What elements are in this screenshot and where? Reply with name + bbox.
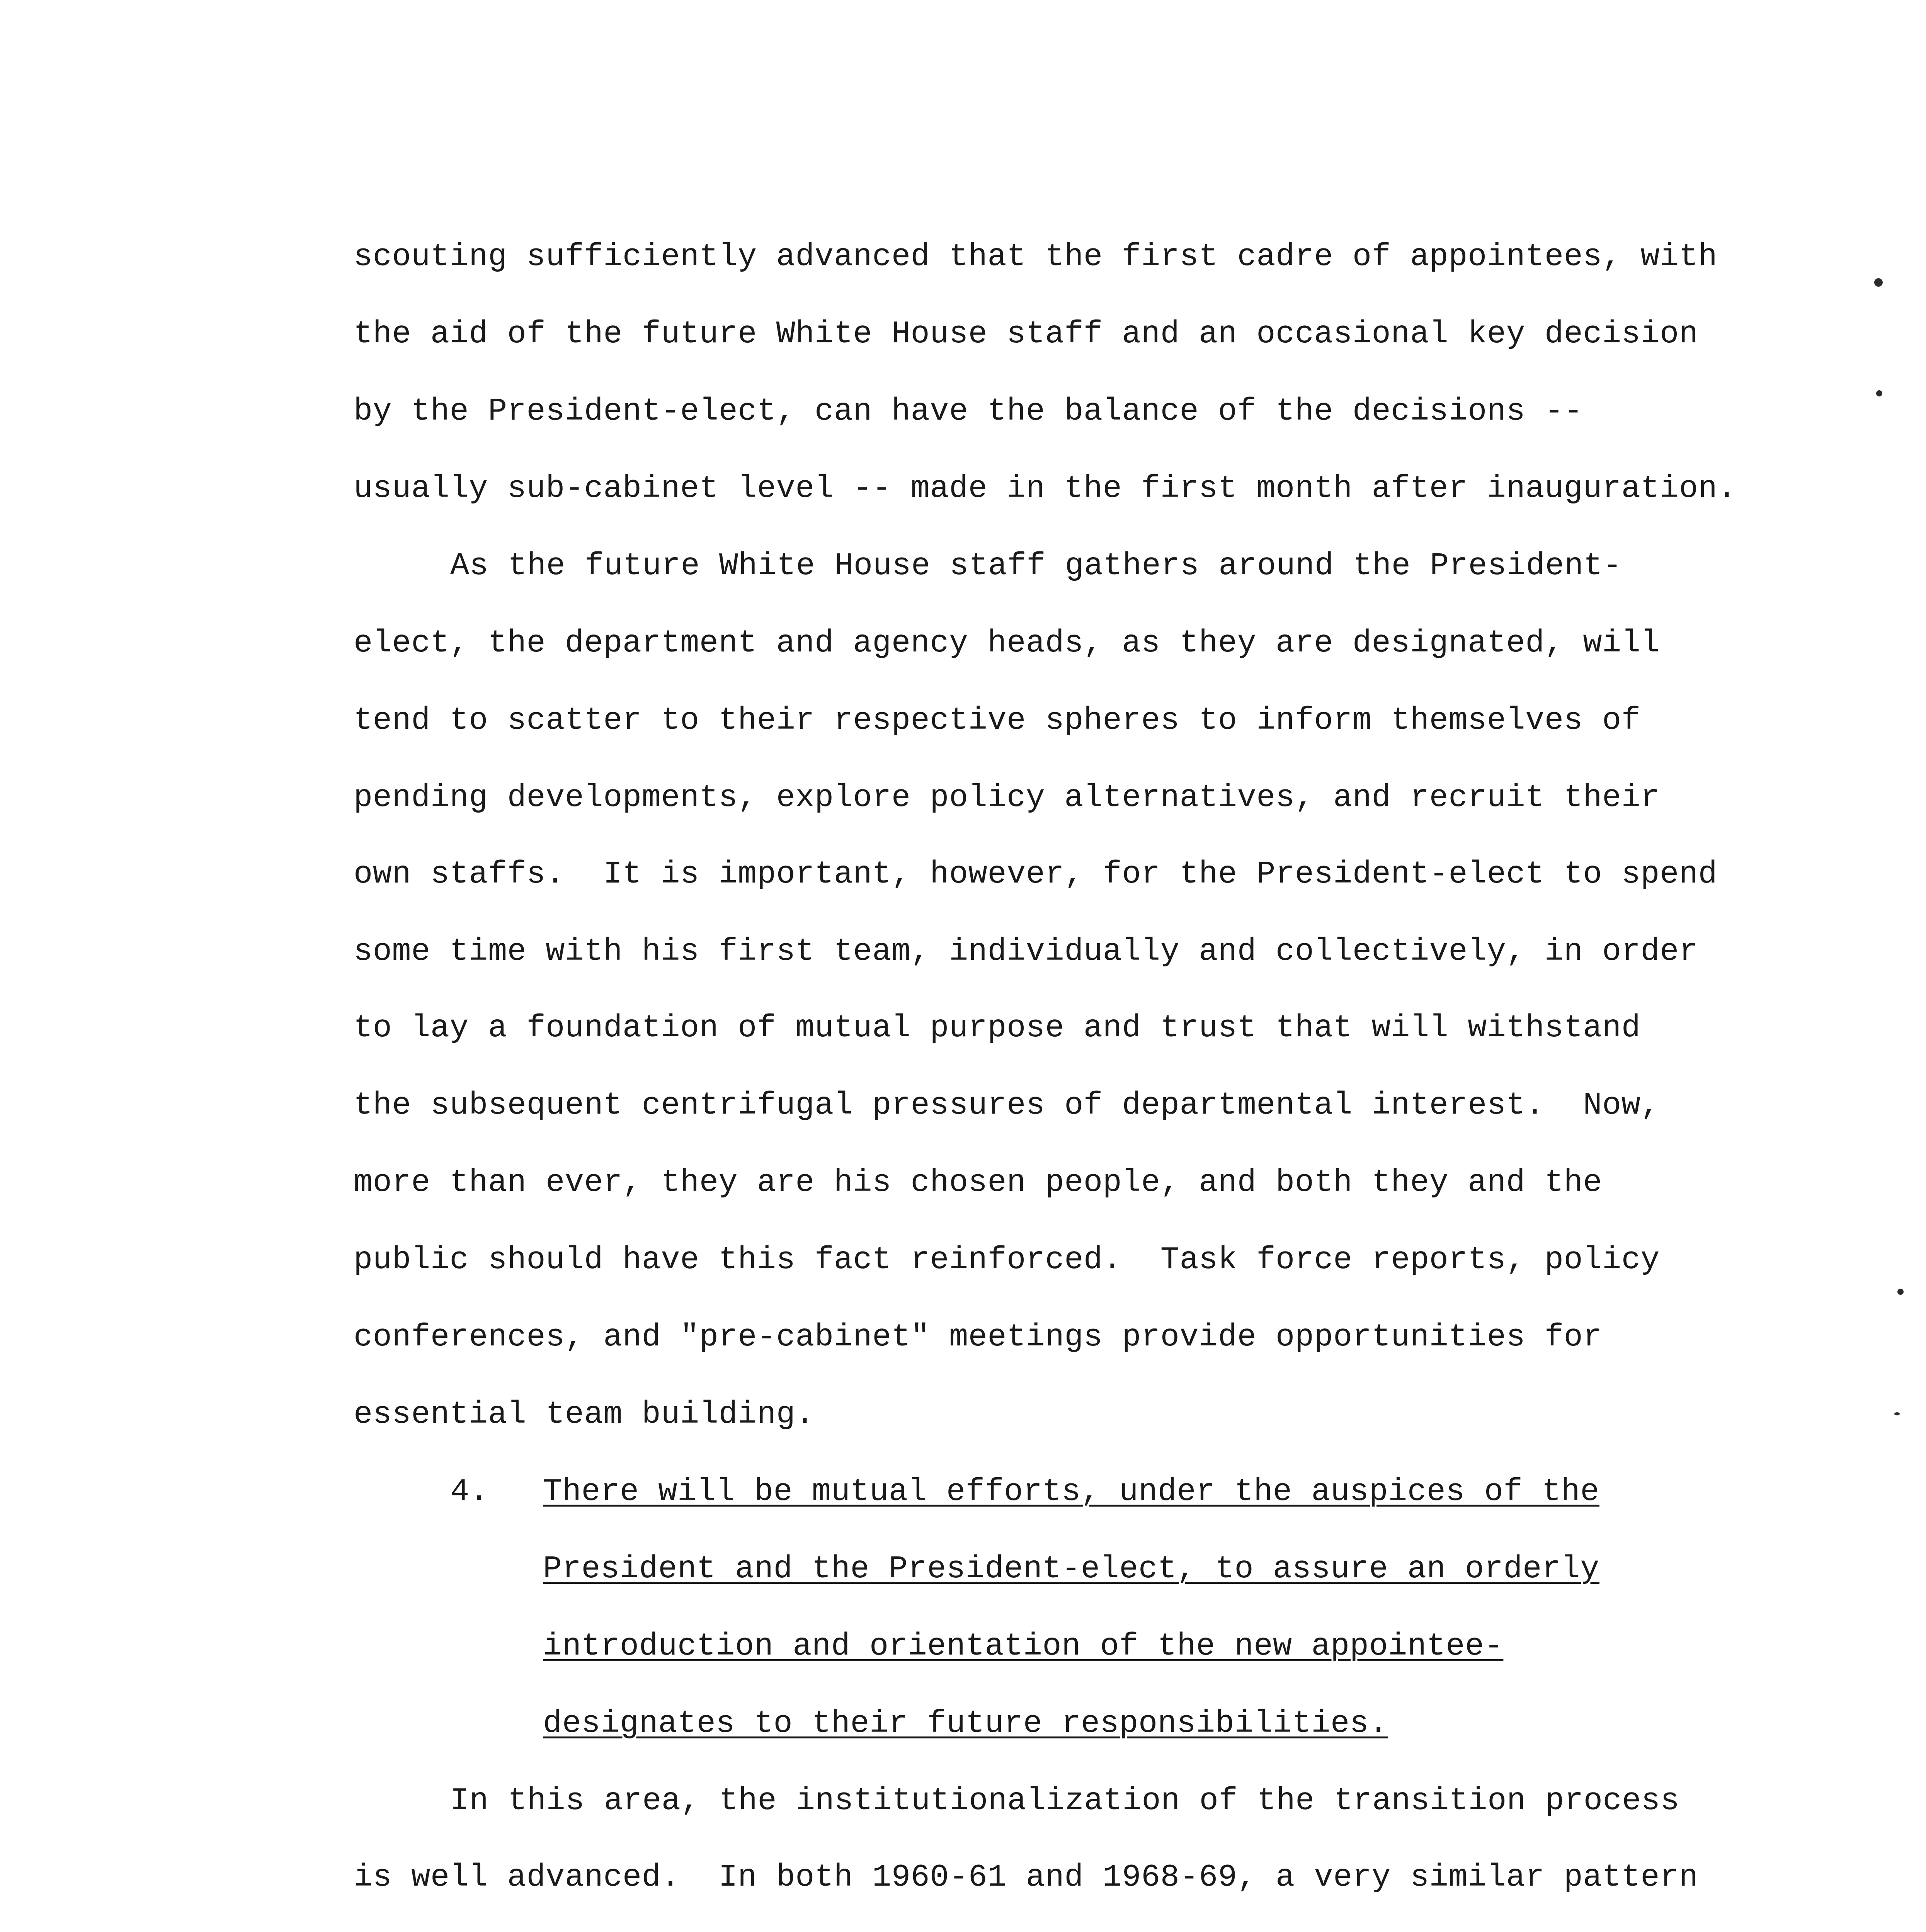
text-line: usually sub-cabinet level -- made in the first month after inauguration. — [354, 471, 1737, 507]
text-line: tend to scatter to their respective spheres to inform themselves of — [354, 702, 1641, 738]
text-line: public should have this fact reinforced. Task force reports, policy — [354, 1242, 1660, 1278]
item-text-line: introduction and orientation of the new appointee- — [543, 1628, 1504, 1664]
text-line: some time with his first team, individually and collectively, in order — [354, 934, 1698, 969]
item-text-line: President and the President-elect, to assure an orderly — [543, 1551, 1599, 1587]
text-line: conferences, and "pre-cabinet" meetings provide opportunities for — [354, 1319, 1603, 1355]
text-line: the subsequent centrifugal pressures of departmental interest. Now, — [354, 1087, 1660, 1123]
text-line: own staffs. It is important, however, for the President-elect to spend — [354, 856, 1718, 892]
text-line: In this area, the institutionalization of the transition process — [450, 1783, 1680, 1819]
item-text-line: There will be mutual efforts, under the auspices of the — [543, 1474, 1599, 1510]
text-line: elect, the department and agency heads, as they are designated, will — [354, 625, 1660, 661]
scan-speck — [1897, 1289, 1904, 1295]
scan-speck — [1874, 278, 1883, 287]
text-line: by the President-elect, can have the balance of the decisions -- — [354, 393, 1583, 429]
scan-speck — [1876, 390, 1882, 396]
scan-speck — [1894, 1412, 1900, 1415]
text-line: more than ever, they are his chosen people, and both they and the — [354, 1165, 1603, 1201]
text-line: to lay a foundation of mutual purpose and trust that will withstand — [354, 1010, 1641, 1046]
text-line: As the future White House staff gathers around the President- — [450, 548, 1622, 584]
text-line: the aid of the future White House staff and an occasional key decision — [354, 316, 1698, 352]
text-line: pending developments, explore policy alternatives, and recruit their — [354, 780, 1660, 816]
text-line: is well advanced. In both 1960-61 and 1968-69, a very similar pattern — [354, 1859, 1698, 1895]
item-text-line: designates to their future responsibilities. — [543, 1706, 1388, 1742]
text-line: scouting sufficiently advanced that the first cadre of appointees, with — [354, 239, 1718, 275]
item-number: 4. — [450, 1474, 489, 1510]
text-line: essential team building. — [354, 1396, 815, 1432]
